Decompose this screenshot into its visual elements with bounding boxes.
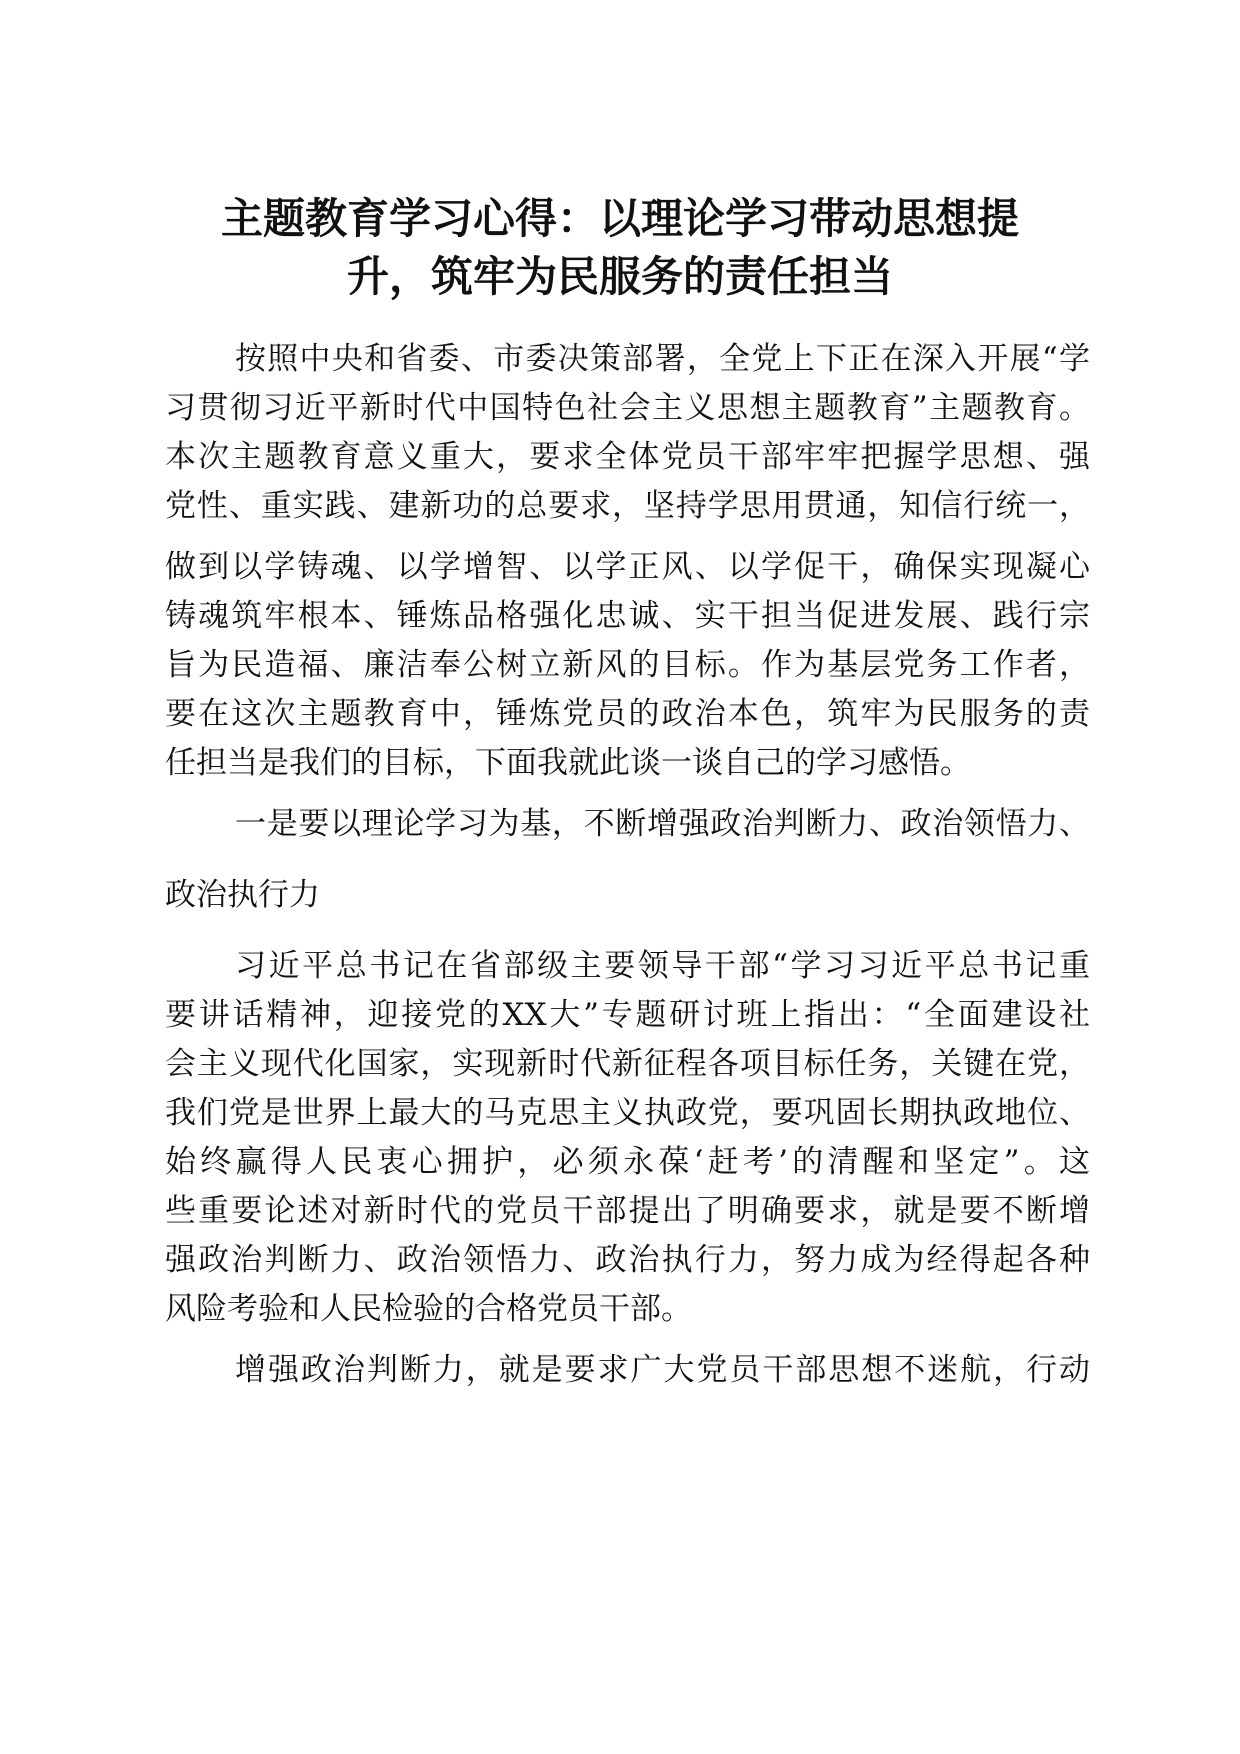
text-line: 些重要论述对新时代的党员干部提出了明确要求，就是要不断增 xyxy=(165,1193,1090,1229)
text-line: 始终赢得人民衷心拥护，必须永葆‘赶考’的清醒和坚定”。这 xyxy=(165,1144,1090,1180)
text-line: 要在这次主题教育中，锤炼党员的政治本色，筑牢为民服务的责 xyxy=(165,696,1090,732)
text-line: 本次主题教育意义重大，要求全体党员干部牢牢把握学思想、强 xyxy=(165,439,1090,475)
title-line-1: 主题教育学习心得：以理论学习带动思想提 xyxy=(220,194,1019,243)
paragraph-judgment xyxy=(165,1346,1090,1395)
text-line: 会主义现代化国家，实现新时代新征程各项目标任务，关键在党， xyxy=(165,1046,1090,1082)
paragraph-quote xyxy=(165,942,1090,1334)
document-title xyxy=(150,190,1090,306)
text-line: 要讲话精神，迎接党的XX大”专题研讨班上指出：“全面建设社 xyxy=(165,997,1090,1033)
text-line: 任担当是我们的目标，下面我就此谈一谈自己的学习感悟。 xyxy=(165,745,971,781)
text-line: 政治执行力 xyxy=(165,877,320,913)
text-line: 习近平总书记在省部级主要领导干部“学习习近平总书记重 xyxy=(235,948,1090,984)
text-line: 一是要以理论学习为基，不断增强政治判断力、政治领悟力、 xyxy=(235,806,1090,842)
text-line: 我们党是世界上最大的马克思主义执政党，要巩固长期执政地位、 xyxy=(165,1095,1090,1131)
text-line: 按照中央和省委、市委决策部署，全党上下正在深入开展“学 xyxy=(235,341,1090,377)
text-line: 强政治判断力、政治领悟力、政治执行力，努力成为经得起各种 xyxy=(165,1242,1090,1278)
text-line: 增强政治判断力，就是要求广大党员干部思想不迷航，行动 xyxy=(235,1352,1090,1388)
text-line: 旨为民造福、廉洁奉公树立新风的目标。作为基层党务工作者， xyxy=(165,647,1090,683)
section-heading-1 xyxy=(165,800,1090,920)
document-body xyxy=(165,335,1090,1395)
text-line: 铸魂筑牢根本、锤炼品格强化忠诚、实干担当促进发展、践行宗 xyxy=(165,598,1090,634)
text-line: 习贯彻习近平新时代中国特色社会主义思想主题教育”主题教育。 xyxy=(165,390,1090,426)
text-line: 风险考验和人民检验的合格党员干部。 xyxy=(165,1291,692,1327)
text-line: 做到以学铸魂、以学增智、以学正风、以学促干，确保实现凝心 xyxy=(165,549,1090,585)
paragraph-intro xyxy=(165,335,1090,788)
title-line-2: 升，筑牢为民服务的责任担当 xyxy=(346,252,893,301)
text-line: 党性、重实践、建新功的总要求，坚持学思用贯通，知信行统一， xyxy=(165,488,1090,524)
